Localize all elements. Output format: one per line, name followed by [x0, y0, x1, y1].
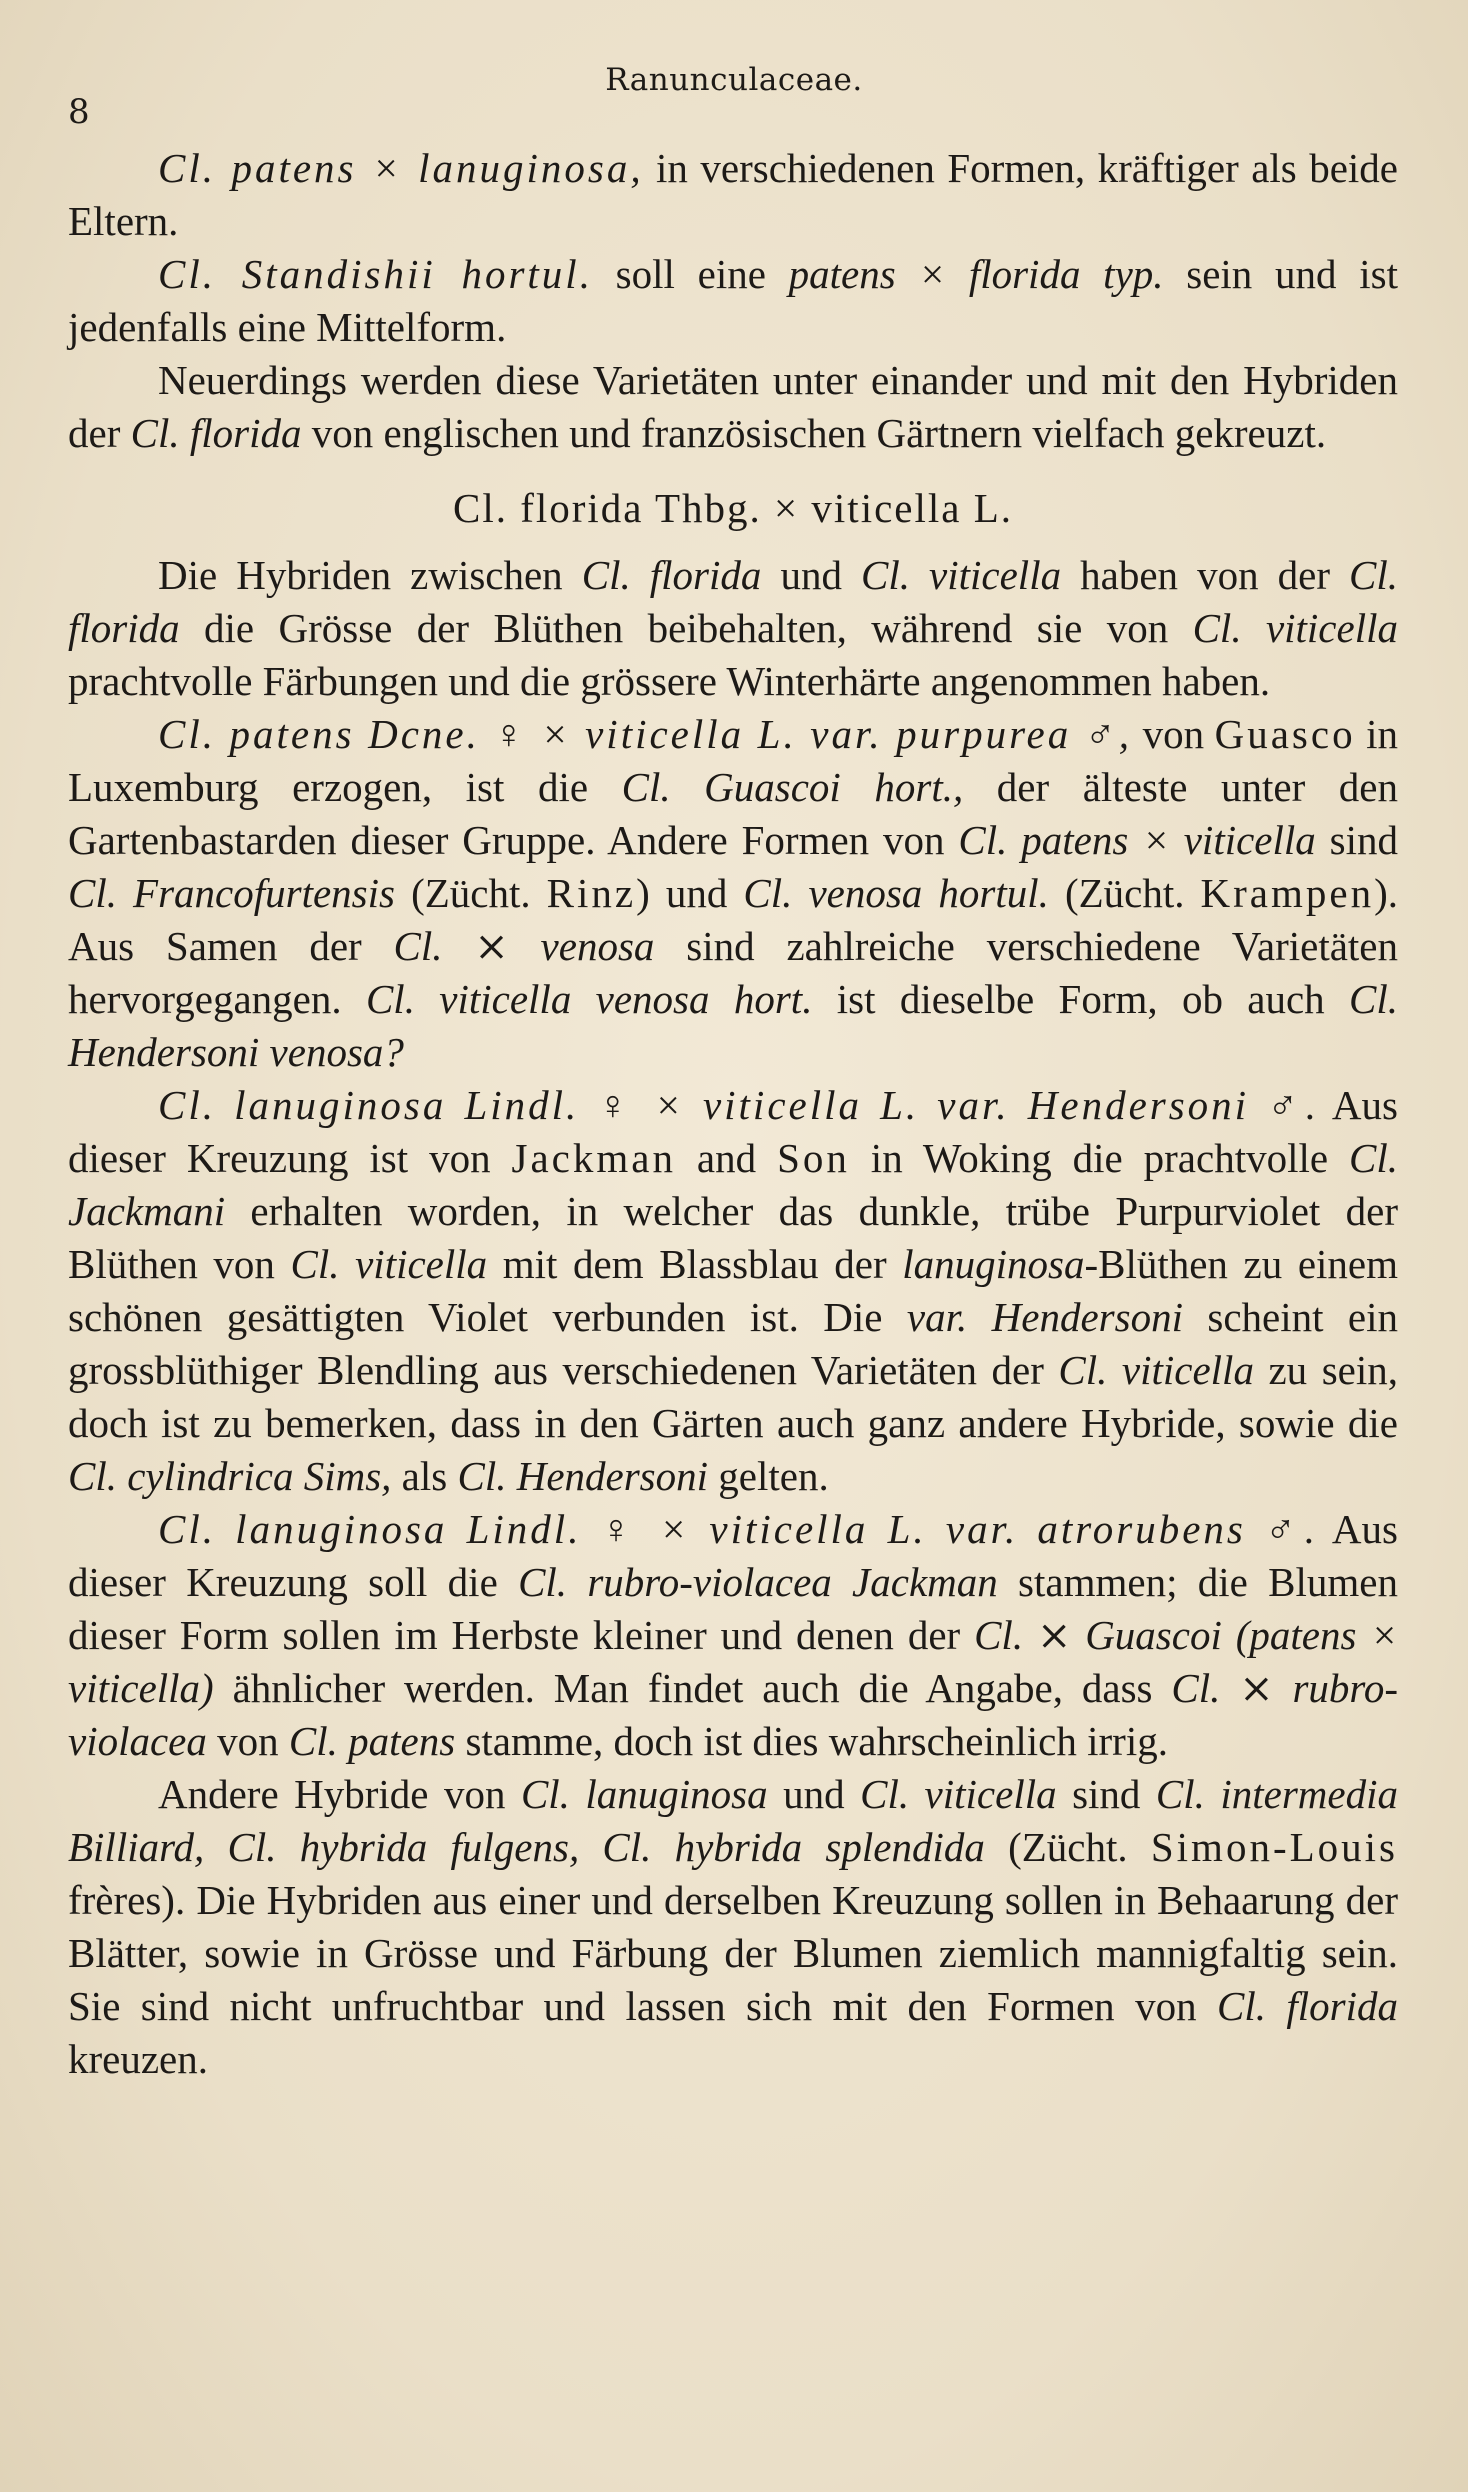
paragraph-text: in Woking die prachtvolle — [849, 1135, 1350, 1181]
taxon-name: patens × florida typ. — [788, 251, 1164, 297]
paragraph-text: und — [761, 552, 861, 598]
paragraph-1 — [68, 142, 1398, 248]
cross-formula: Cl. lanuginosa Lindl. ♀ × viticella L. var. atrorubens ♂. — [158, 1506, 1318, 1552]
taxon-name: Cl. Francofurtensis — [68, 870, 395, 916]
taxon-name: Cl. florida — [68, 552, 1399, 651]
taxon-name: Cl. florida — [581, 552, 762, 598]
paragraph-3 — [68, 354, 1398, 460]
cross-formula: Cl. patens Dcne. ♀ × viticella L. var. purpurea ♂, — [158, 711, 1133, 757]
taxon-name: Cl. ⨯ rubro-violacea — [68, 1665, 1399, 1764]
page-number: 8 — [68, 92, 90, 132]
taxon-name: Cl. lanuginosa — [520, 1771, 768, 1817]
paragraph-text: sein und ist jedenfalls eine Mittelform. — [68, 251, 1398, 350]
paragraph-text: von — [206, 1718, 289, 1764]
paragraph-text: gelten. — [708, 1453, 829, 1499]
paragraph-text: (Zücht. — [984, 1824, 1151, 1870]
taxon-name: Cl. viticella — [290, 1241, 488, 1287]
person-name: Simon-Louis — [1150, 1824, 1398, 1870]
paragraph-text: erhalten worden, in welcher das dunkle, trübe Purpurviolet der Blüthen von — [68, 1188, 1398, 1287]
paragraph-text: frères). Die Hybriden aus einer und derselben Kreuzung sollen in Behaarung der Blätter, sowie in Grösse und Färbung der Blumen ziemlich mannigfaltig sein. Sie sind nicht unfruchtbar und lassen sich mit den Formen von — [68, 1877, 1398, 2029]
paragraph-text: (Zücht. — [395, 870, 547, 916]
taxon-name: Cl. Jackmani — [68, 1135, 1399, 1234]
paragraph-text: scheint ein grossblüthiger Blendling aus verschiedenen Varietäten der — [68, 1294, 1398, 1393]
taxon-name: Cl. Guascoi hort., — [621, 764, 964, 810]
taxon-name: Cl. viticella — [1058, 1347, 1254, 1393]
paragraph-text: haben von der — [1061, 552, 1350, 598]
paragraph-text: sind zahlreiche verschiedene Varietäten hervorgegangen. — [68, 923, 1398, 1022]
taxon-name: Cl. patens × viticella — [958, 817, 1316, 863]
taxon-name: Cl. rubro-violacea Jackman — [518, 1559, 998, 1605]
taxon-name: Cl. viticella — [861, 552, 1062, 598]
paragraph-6 — [68, 1079, 1398, 1503]
paragraph-text: ähnlicher werden. Man findet auch die Angabe, dass — [213, 1665, 1172, 1711]
body-text — [68, 142, 1398, 2086]
paragraph-text: kreuzen. — [68, 2036, 208, 2082]
taxon-name: Cl. viticella — [860, 1771, 1057, 1817]
cross-formula: Cl. lanuginosa Lindl. ♀ × viticella L. var. Hendersoni ♂. — [158, 1082, 1320, 1128]
paragraph-text: und — [767, 1771, 861, 1817]
paragraph-text: ). Aus Samen der — [68, 870, 1399, 969]
taxon-name: Cl. viticella venosa hort. — [365, 976, 813, 1022]
paragraph-text: von — [1132, 711, 1215, 757]
paragraph-text: die Grösse der Blüthen beibehalten, während sie von — [179, 605, 1193, 651]
paragraph-text: der älteste unter den Gartenbastarden dieser Gruppe. Andere Formen von — [68, 764, 1399, 863]
paragraph-7 — [68, 1503, 1398, 1768]
paragraph-text: in verschiedenen Formen, kräftiger als beide Eltern. — [68, 145, 1398, 244]
paragraph-text: and — [675, 1135, 778, 1181]
running-head: Ranunculaceae. — [605, 62, 863, 98]
person-name: Krampen — [1200, 870, 1375, 916]
paragraph-text: stammen; die Blumen dieser Form sollen im Herbste kleiner und denen der — [68, 1559, 1398, 1658]
taxon-name: var. Hendersoni — [906, 1294, 1183, 1340]
taxon-name: Cl. cylindrica Sims, — [68, 1453, 392, 1499]
taxon-name: Cl. patens — [288, 1718, 456, 1764]
taxon-name: Cl. ⨯ venosa — [393, 923, 655, 969]
taxon-name: Cl. florida — [130, 410, 302, 456]
paragraph-text: als — [391, 1453, 458, 1499]
paragraph-text: ) und — [636, 870, 744, 916]
taxon-name: Cl. Hendersoni — [457, 1453, 709, 1499]
paragraph-2 — [68, 248, 1398, 354]
paragraph-text: Aus dieser Kreuzung ist von — [68, 1082, 1398, 1181]
paragraph-text: mit dem Blassblau der — [487, 1241, 903, 1287]
paragraph-text: stamme, doch ist dies wahrscheinlich irrig. — [455, 1718, 1168, 1764]
paragraph-text: in Luxemburg erzogen, ist die — [68, 711, 1398, 810]
paragraph-text: Die Hybriden zwischen — [158, 552, 582, 598]
paragraph-5 — [68, 708, 1398, 1079]
paragraph-text: zu sein, doch ist zu bemerken, dass in den Gärten auch ganz andere Hybride, sowie die — [68, 1347, 1398, 1446]
person-name: Rinz — [546, 870, 637, 916]
paragraph-text: von englischen und französischen Gärtnern vielfach gekreuzt. — [301, 410, 1327, 456]
paragraph-8 — [68, 1768, 1398, 2086]
paragraph-text: soll eine — [592, 251, 789, 297]
paragraph-text: Aus dieser Kreuzung soll die — [68, 1506, 1398, 1605]
paragraph-text: prachtvolle Färbungen und die grössere Winterhärte angenommen haben. — [68, 658, 1271, 704]
taxon-name: lanuginosa — [902, 1241, 1085, 1287]
paragraph-text: ist dieselbe Form, ob auch — [812, 976, 1350, 1022]
taxon-name: Cl. ⨯ Guascoi (patens × viticella) — [68, 1612, 1399, 1711]
paragraph-text: -Blüthen zu einem schönen gesättigten Violet verbunden ist. Die — [68, 1241, 1398, 1340]
person-name: Jackman — [511, 1135, 676, 1181]
paragraph-4 — [68, 549, 1398, 708]
taxon-name: Cl. patens × lanuginosa, — [158, 145, 644, 191]
paragraph-text: Andere Hybride von — [158, 1771, 521, 1817]
paragraph-text: sind — [1056, 1771, 1156, 1817]
taxon-name: Cl. intermedia Billiard, Cl. hybrida fulgens, Cl. hybrida splendida — [68, 1771, 1398, 1870]
taxon-name: Cl. viticella — [1192, 605, 1398, 651]
person-name: Son — [777, 1135, 850, 1181]
taxon-name: Cl. Standishii hortul. — [158, 251, 593, 297]
taxon-name: Cl. Hendersoni venosa? — [68, 976, 1399, 1075]
section-heading: Cl. florida Thbg. × viticella L. — [452, 485, 1014, 531]
person-name: Guasco — [1214, 711, 1356, 757]
paragraph-text: sind — [1315, 817, 1398, 863]
taxon-name: Cl. florida — [1216, 1983, 1398, 2029]
paragraph-text: (Zücht. — [1048, 870, 1201, 916]
paragraph-text: Neuerdings werden diese Varietäten unter einander und mit den Hybriden der — [68, 357, 1398, 456]
taxon-name: Cl. venosa hortul. — [743, 870, 1049, 916]
